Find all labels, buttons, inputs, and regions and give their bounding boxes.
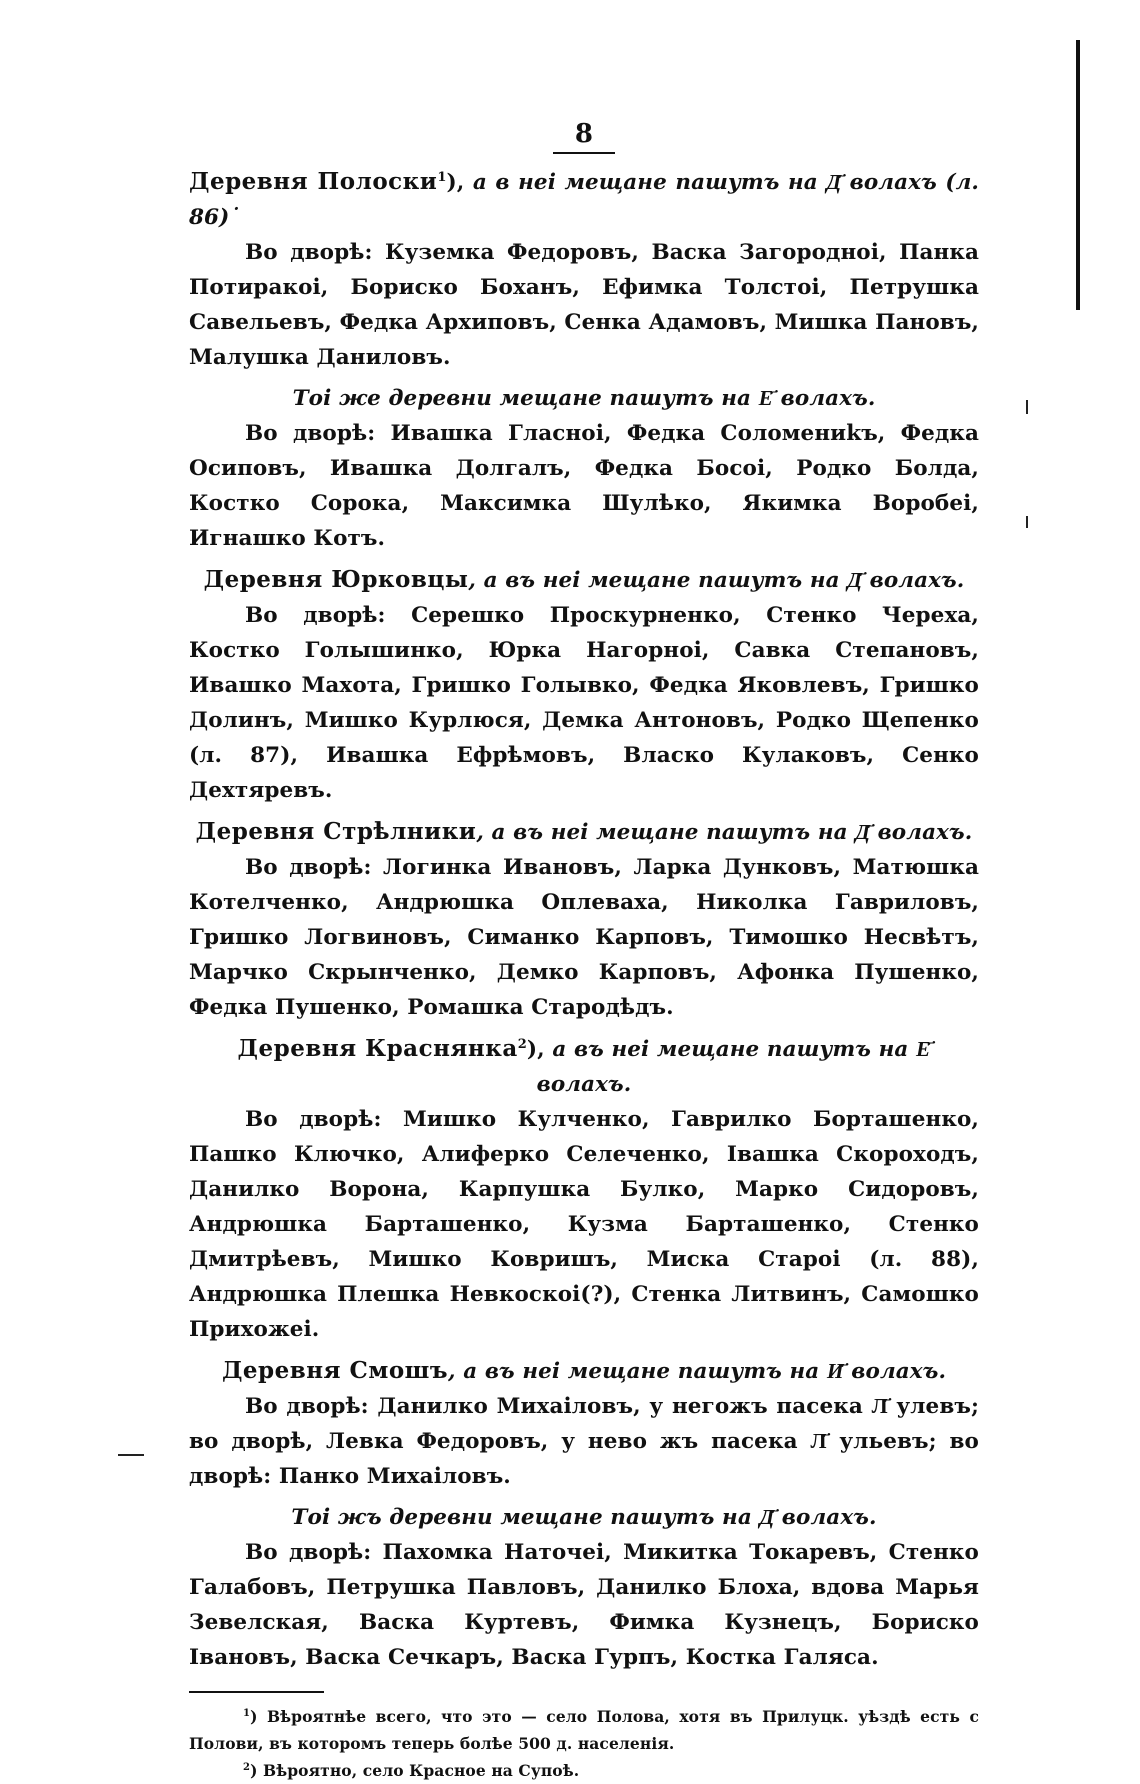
village-name: Деревня Краснянка xyxy=(237,1035,518,1062)
village-name: Деревня Юрковцы xyxy=(203,566,469,593)
document-page xyxy=(189,118,979,1784)
section-subheading: Тоі жъ деревни мещане пашутъ на Д҃ волахъ. xyxy=(291,1505,877,1530)
scan-mark xyxy=(1026,400,1028,414)
section-subheading: Тоі же деревни мещане пашутъ на Е҃ волахъ. xyxy=(292,386,876,411)
scan-mark xyxy=(118,1454,144,1456)
section-heading: Деревня Смошъ, а въ неі мещане пашутъ на И҃ волахъ. xyxy=(221,1357,947,1384)
footnote-ref: 1 xyxy=(437,169,447,185)
footnote: $^1$) Вѣроятнѣе всего, что это — село Полова, хотя въ Прилуцк. уѣздѣ есть с Полови, въ которомъ теперь болѣе 500 д. населенія. xyxy=(189,1707,979,1753)
footnote: $^2$) Вѣроятно, село Красное на Супоѣ. xyxy=(243,1761,580,1780)
household-list: Во дворѣ: Пахомка Наточеі, Микитка Токаревъ, Стенко Галабовъ, Петрушка Павловъ, Данилко Блоха, вдова Марья Зевелская, Васка Куртевъ, Фимка Кузнецъ, Бориско Івановъ, Васка Сечкаръ, Васка Гурпъ, Костка Галяса. xyxy=(189,1540,979,1670)
village-name: Деревня Полоски xyxy=(189,168,438,195)
section-heading: Деревня Юрковцы, а въ неі мещане пашутъ на Д҃ волахъ. xyxy=(203,566,965,593)
household-list: Во дворѣ: Логинка Ивановъ, Ларка Дунковъ, Матюшка Котелченко, Андрюшка Оплеваха, Николка Гавриловъ, Гришко Логвиновъ, Симанко Карповъ, Тимошко Несвѣтъ, Марчко Скрынченко, Демко Карповъ, Афонка Пушенко, Федка Пушенко, Ромашка Стародѣдъ. xyxy=(189,855,979,1020)
household-list: Во дворѣ: Данилко Михаіловъ, у негожъ пасека Л҃ улевъ; во дворѣ, Левка Федоровъ, у нево жъ пасека Л҃ ульевъ; во дворѣ: Панко Михаіловъ. xyxy=(189,1394,979,1489)
section-heading: Деревня Полоски$^1$), а в неі мещане пашутъ на Д҃ волахъ (л. 86)˙ xyxy=(189,168,980,230)
footnote-ref: 2 xyxy=(517,1036,527,1052)
scan-edge-bar xyxy=(1076,40,1080,310)
section-heading: Деревня Краснянка$^2$), а въ неі мещане пашутъ на Е҃ волахъ. xyxy=(237,1035,931,1097)
section-heading: Деревня Стрѣлники, а въ неі мещане пашутъ на Д҃ волахъ. xyxy=(195,818,973,845)
household-list: Во дворѣ: Куземка Федоровъ, Васка Загородноі, Панка Потиракоі, Бориско Боханъ, Ефимка Толстоі, Петрушка Савельевъ, Федка Архиповъ, Сенка Адамовъ, Мишка Пановъ, Малушка Даниловъ. xyxy=(189,240,979,370)
household-list: Во дворѣ: Мишко Кулченко, Гаврилко Борташенко, Пашко Ключко, Алиферко Селеченко, Івашка Скороходъ, Данилко Ворона, Карпушка Булко, Марко Сидоровъ, Андрюшка Барташенко, Кузма Барташенко, Стенко Дмитрѣевъ, Мишко Ковришъ, Миска Староі (л. 88), Андрюшка Плешка Невкоскоі(?), Стенка Литвинъ, Самошко Прихожеі. xyxy=(189,1107,979,1342)
household-list: Во дворѣ: Ивашка Гласноі, Федка Соломениkъ, Федка Осиповъ, Ивашка Долгалъ, Федка Босоі, Родко Болда, Костко Сорока, Максимка Шулѣко, Якимка Воробеі, Игнашко Котъ. xyxy=(189,421,979,551)
footnote-rule xyxy=(189,1691,324,1693)
household-list: Во дворѣ: Серешко Проскурненко, Стенко Череха, Костко Голышинко, Юрка Нагорноі, Савка Степановъ, Ивашко Махота, Гришко Голывко, Федка Яковлевъ, Гришко Долинъ, Мишко Курлюся, Демка Антоновъ, Родко Щепенко (л. 87), Ивашка Ефрѣмовъ, Власко Кулаковъ, Сенко Дехтяревъ. xyxy=(189,603,979,803)
scan-mark xyxy=(1026,516,1028,528)
village-name: Деревня Стрѣлники xyxy=(195,818,477,845)
page-number: 8 xyxy=(189,118,979,154)
village-name: Деревня Смошъ xyxy=(221,1357,449,1384)
